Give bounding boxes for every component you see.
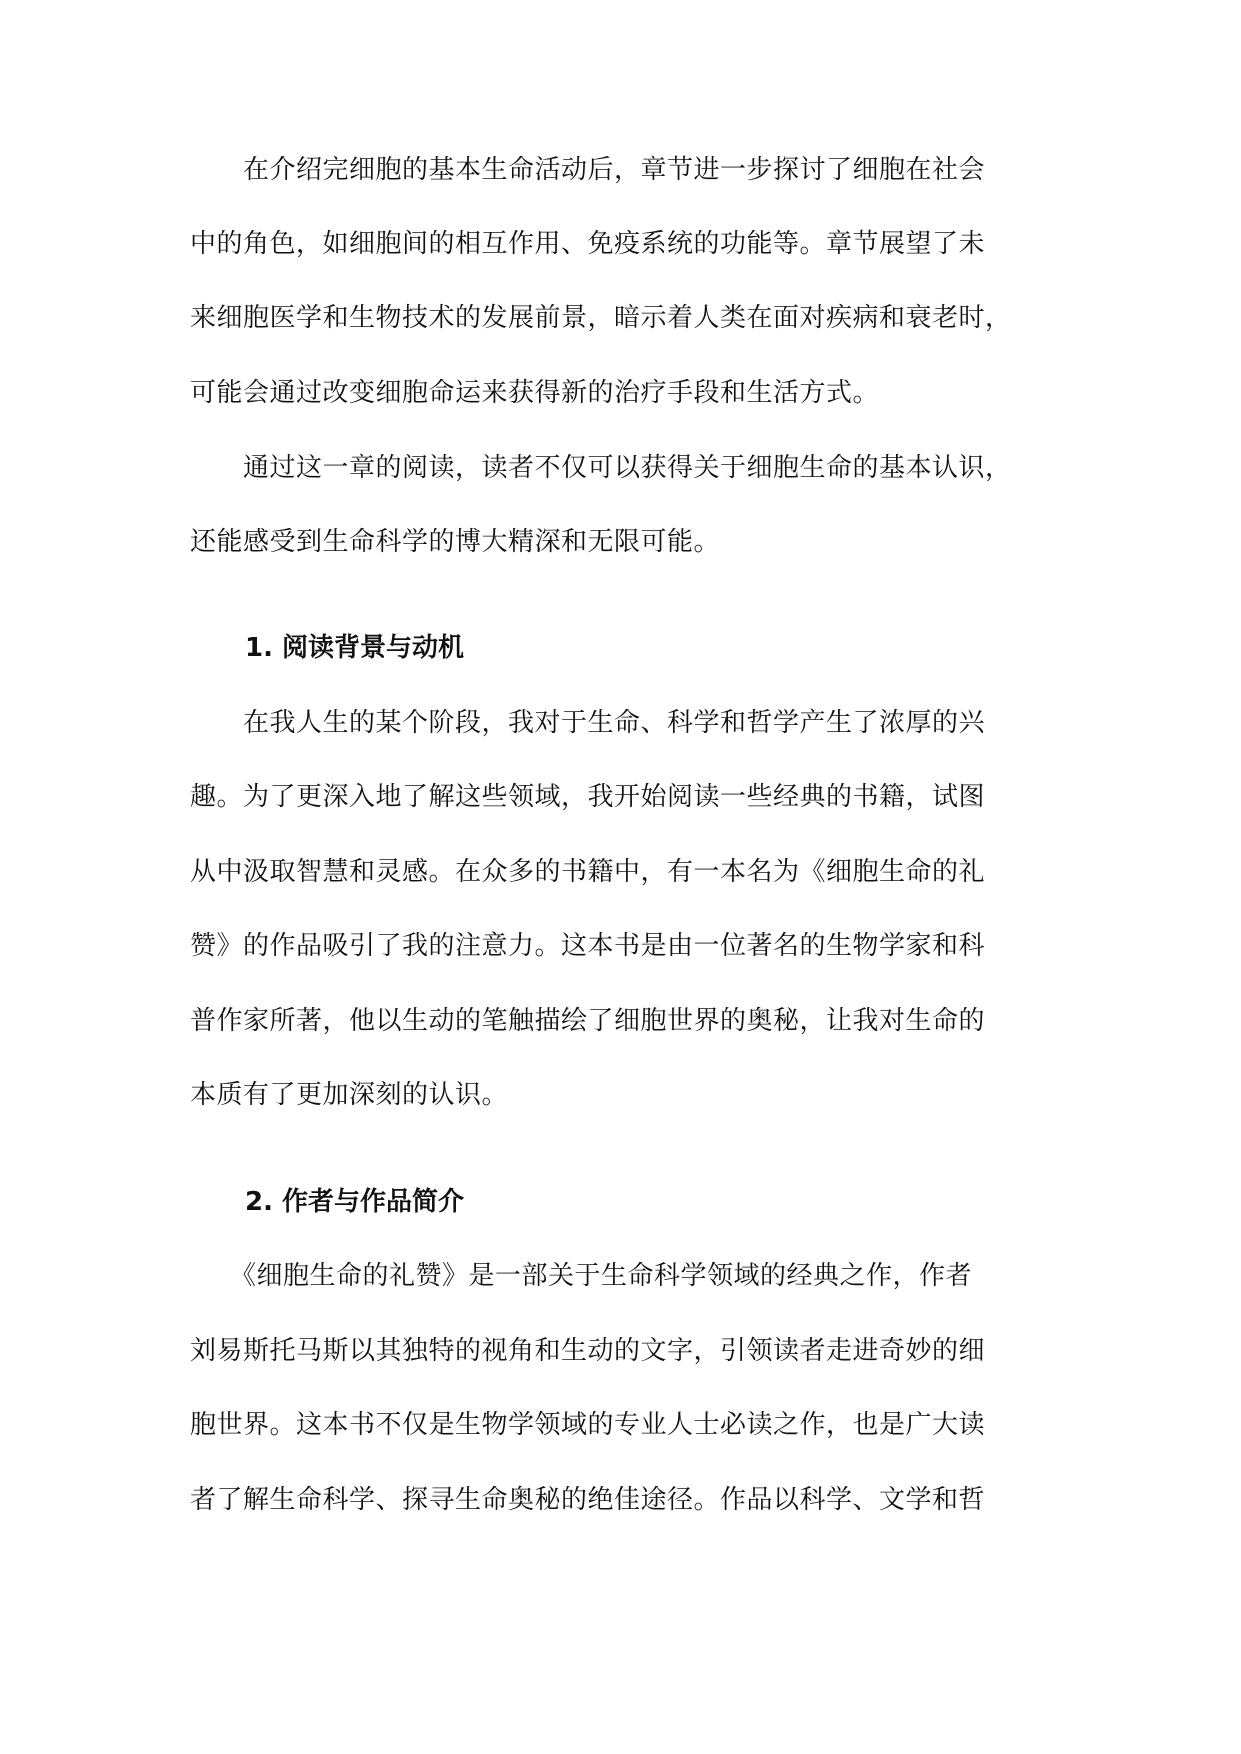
paragraph-3-line-1: 在我人生的某个阶段，我对于生命、科学和哲学产生了浓厚的兴 — [190, 708, 986, 738]
paragraph-1-line-2: 中的角色，如细胞间的相互作用、免疫系统的功能等。章节展望了未 — [190, 229, 986, 259]
paragraph-1-line-1: 在介绍完细胞的基本生命活动后，章节进一步探讨了细胞在社会 — [190, 155, 986, 185]
paragraph-3-line-5: 普作家所著，他以生动的笔触描绘了细胞世界的奥秘，让我对生命的 — [190, 1006, 986, 1036]
paragraph-3-line-4: 赞》的作品吸引了我的注意力。这本书是由一位著名的生物学家和科 — [190, 931, 986, 961]
paragraph-2-line-1: 通过这一章的阅读，读者不仅可以获得关于细胞生命的基本认识， — [190, 453, 1012, 483]
section-heading-1: 1. 阅读背景与动机 — [245, 633, 465, 663]
paragraph-3-line-3: 从中汲取智慧和灵感。在众多的书籍中，有一本名为《细胞生命的礼 — [190, 857, 986, 887]
paragraph-1-line-4: 可能会通过改变细胞命运来获得新的治疗手段和生活方式。 — [190, 378, 880, 408]
section-heading-2: 2. 作者与作品简介 — [245, 1187, 465, 1217]
paragraph-4-line-4: 者了解生命科学、探寻生命奥秘的绝佳途径。作品以科学、文学和哲 — [190, 1485, 986, 1515]
paragraph-2-line-2: 还能感受到生命科学的博大精深和无限可能。 — [190, 527, 721, 557]
paragraph-4-line-3: 胞世界。这本书不仅是生物学领域的专业人士必读之作，也是广大读 — [190, 1410, 986, 1440]
paragraph-1-line-3: 来细胞医学和生物技术的发展前景，暗示着人类在面对疾病和衰老时， — [190, 303, 1012, 333]
paragraph-4-line-1: 《细胞生命的礼赞》是一部关于生命科学领域的经典之作，作者 — [190, 1261, 973, 1291]
paragraph-3-line-2: 趣。为了更深入地了解这些领域，我开始阅读一些经典的书籍，试图 — [190, 782, 986, 812]
paragraph-3-line-6: 本质有了更加深刻的认识。 — [190, 1080, 509, 1110]
paragraph-4-line-2: 刘易斯托马斯以其独特的视角和生动的文字，引领读者走进奇妙的细 — [190, 1336, 986, 1366]
